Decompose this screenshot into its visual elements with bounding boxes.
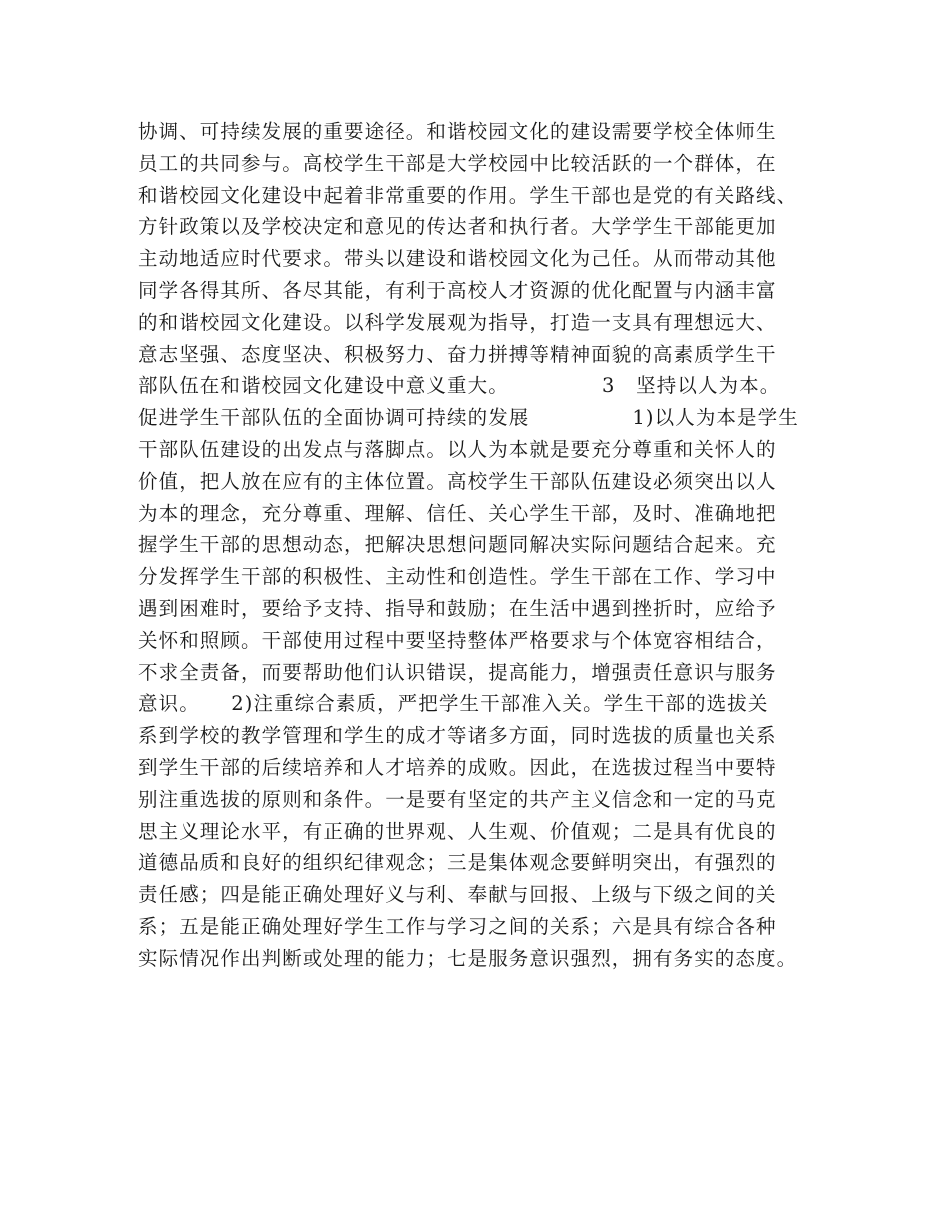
text-line: 主动地适应时代要求。带头以建设和谐校园文化为己任。从而带动其他 [138,247,777,271]
text-line: 同学各得其所、各尽其能，有利于高校人才资源的优化配置与内涵丰富 [138,278,777,302]
text-line: 道德品质和良好的组织纪律观念；三是集体观念要鲜明突出，有强烈的 [138,851,777,875]
text-line: 握学生干部的思想动态，把解决思想问题同解决实际问题结合起来。充 [138,533,777,557]
text-line: 意识。 2)注重综合素质，严把学生干部准入关。学生干部的选拔关 [138,692,769,716]
text-line: 的和谐校园文化建设。以科学发展观为指导，打造一支具有理想远大、 [138,310,777,334]
text-line: 促进学生干部队伍的全面协调可持续的发展 1)以人为本是学生 [138,406,799,430]
text-line: 干部队伍建设的出发点与落脚点。以人为本就是要充分尊重和关怀人的 [138,437,777,461]
text-line: 实际情况作出判断或处理的能力；七是服务意识强烈，拥有务实的态度。 [138,946,798,970]
text-line: 部队伍在和谐校园文化建设中意义重大。 3 坚持以人为本。 [138,374,781,398]
text-line: 员工的共同参与。高校学生干部是大学校园中比较活跃的一个群体，在 [138,151,777,175]
text-line: 系；五是能正确处理好学生工作与学习之间的关系；六是具有综合各种 [138,914,777,938]
text-line: 系到学校的教学管理和学生的成才等诸多方面，同时选拔的质量也关系 [138,724,777,748]
text-line: 分发挥学生干部的积极性、主动性和创造性。学生干部在工作、学习中 [138,565,777,589]
text-line: 为本的理念，充分尊重、理解、信任、关心学生干部，及时、准确地把 [138,501,777,525]
text-line: 意志坚强、态度坚决、积极努力、奋力拼搏等精神面貌的高素质学生干 [138,342,777,366]
text-line: 思主义理论水平，有正确的世界观、人生观、价值观；二是具有优良的 [138,819,777,843]
text-line: 协调、可持续发展的重要途径。和谐校园文化的建设需要学校全体师生 [138,120,777,143]
text-line: 不求全责备，而要帮助他们认识错误，提高能力，增强责任意识与服务 [138,660,777,684]
text-line: 方针政策以及学校决定和意见的传达者和执行者。大学学生干部能更加 [138,215,777,239]
body-text [138,116,828,975]
text-line: 责任感；四是能正确处理好义与利、奉献与回报、上级与下级之间的关 [138,883,777,907]
text-line: 遇到困难时，要给予支持、指导和鼓励；在生活中遇到挫折时，应给予 [138,596,777,620]
text-line: 关怀和照顾。干部使用过程中要坚持整体严格要求与个体宽容相结合， [138,628,777,652]
text-line: 价值，把人放在应有的主体位置。高校学生干部队伍建设必须突出以人 [138,469,777,493]
text-line: 到学生干部的后续培养和人才培养的成败。因此，在选拔过程当中要特 [138,755,777,779]
text-line: 和谐校园文化建设中起着非常重要的作用。学生干部也是党的有关路线、 [138,183,798,207]
text-line: 别注重选拔的原则和条件。一是要有坚定的共产主义信念和一定的马克 [138,787,777,811]
